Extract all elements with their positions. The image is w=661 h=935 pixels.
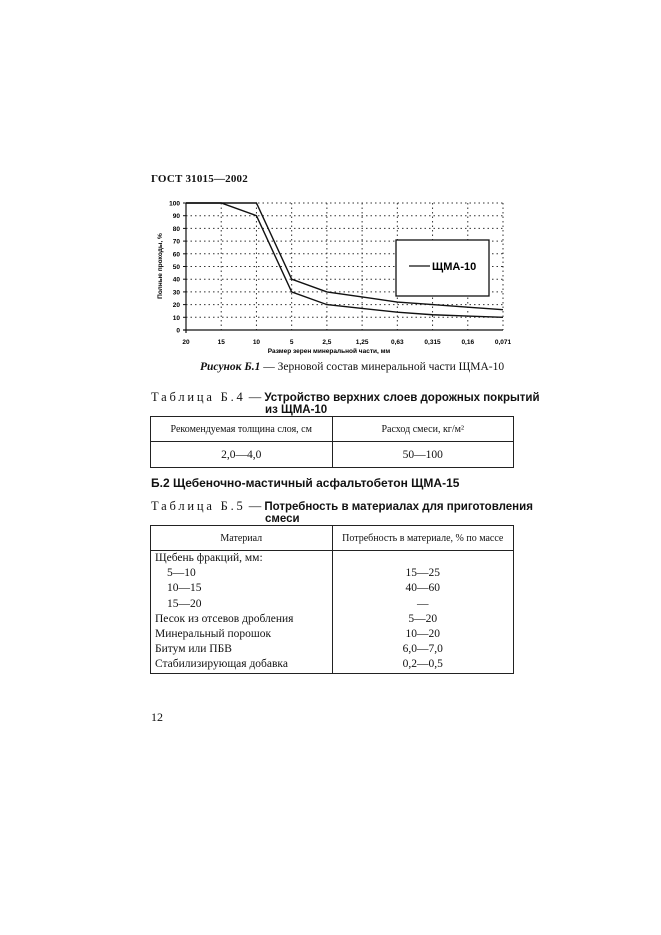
table4-cell-consumption: 50—100 (332, 442, 514, 468)
table4-title-line2: из ЩМА-10 (265, 404, 328, 416)
grain-composition-chart (0, 0, 661, 360)
x-tick-label: 0,071 (494, 339, 512, 346)
x-tick-label: 0,315 (424, 339, 441, 346)
table5-row-value: 10—20 (332, 627, 514, 642)
table5-row-material: Песок из отсевов дробления (151, 612, 333, 627)
table5-row-value (332, 551, 514, 567)
x-tick-label: 15 (217, 339, 225, 346)
table4-label: Таблица Б.4 (151, 390, 246, 404)
table5-label: Таблица Б.5 (151, 499, 246, 513)
table5-header-material: Материал (151, 526, 333, 551)
table4-caption: Таблица Б.4 — Устройство верхних слоев дорожных покрытий из ЩМА-10 (151, 390, 540, 416)
x-axis-label: Размер зерен минеральной части, мм (267, 348, 391, 355)
page-number: 12 (151, 710, 163, 724)
x-tick-label: 5 (289, 339, 294, 346)
y-tick-label: 20 (172, 302, 180, 310)
table5-row-value: 0,2—0,5 (332, 657, 514, 673)
table5-row-material: Битум или ПБВ (151, 642, 333, 657)
x-tick-label: 0,63 (391, 339, 404, 346)
table5-row-material: 10—15 (151, 581, 333, 596)
table5-title-line2: смеси (265, 513, 300, 525)
x-tick-labels (182, 339, 511, 346)
table5-caption: Таблица Б.5 — Потребность в материалах для приготовления смеси (151, 499, 533, 525)
y-tick-labels (169, 201, 186, 335)
table5-row-material: Щебень фракций, мм: (151, 551, 333, 567)
table4-header-consumption: Расход смеси, кг/м² (332, 417, 514, 442)
y-tick-label: 60 (172, 251, 180, 259)
table4-cell-thickness: 2,0—4,0 (151, 442, 333, 468)
table5-row-material: 15—20 (151, 597, 333, 612)
x-tick-label: 0,16 (461, 339, 475, 346)
y-tick-label: 30 (172, 289, 180, 297)
figure-caption-label: Рисунок Б.1 (200, 361, 261, 373)
figure-caption-text: — Зерновой состав минеральной части ЩМА-10 (260, 361, 505, 373)
document-header: ГОСТ 31015—2002 (151, 173, 248, 185)
x-tick-label: 2,5 (322, 339, 332, 346)
x-tick-label: 1,25 (355, 339, 369, 346)
y-tick-label: 40 (172, 276, 180, 284)
table5-row-value: 6,0—7,0 (332, 642, 514, 657)
table5-row-material: Минеральный порошок (151, 627, 333, 642)
y-tick-label: 90 (172, 213, 180, 221)
x-tick-label: 10 (252, 339, 261, 346)
table4-header-thickness: Рекомендуемая толщина слоя, см (151, 417, 333, 442)
y-tick-label: 0 (176, 327, 180, 335)
x-tick-label: 20 (182, 339, 190, 346)
table5-row-material: 5—10 (151, 566, 333, 581)
y-tick-label: 100 (169, 200, 180, 208)
y-tick-label: 50 (172, 264, 180, 271)
y-tick-label: 10 (172, 314, 180, 322)
table5 (150, 525, 514, 674)
table5-row-value: 40—60 (332, 581, 514, 596)
legend-label: ЩМА-10 (432, 261, 477, 273)
figure-caption (200, 361, 504, 373)
y-tick-label: 70 (172, 238, 180, 246)
table5-header-need: Потребность в материале, % по массе (332, 526, 514, 551)
table4 (150, 416, 514, 468)
table5-title-line1: Потребность в материалах для приготовления (264, 501, 533, 513)
y-tick-label: 80 (172, 225, 180, 233)
table5-row-material: Стабилизирующая добавка (151, 657, 333, 673)
table4-title-line1: Устройство верхних слоев дорожных покрытий (264, 392, 540, 404)
table5-row-value: 5—20 (332, 612, 514, 627)
table5-row-value: 15—25 (332, 566, 514, 581)
y-axis-label: Полные проходы, % (157, 233, 164, 299)
section-title: Б.2 Щебеночно-мастичный асфальтобетон ЩМА-15 (151, 476, 460, 490)
table5-row-value: — (332, 597, 514, 612)
